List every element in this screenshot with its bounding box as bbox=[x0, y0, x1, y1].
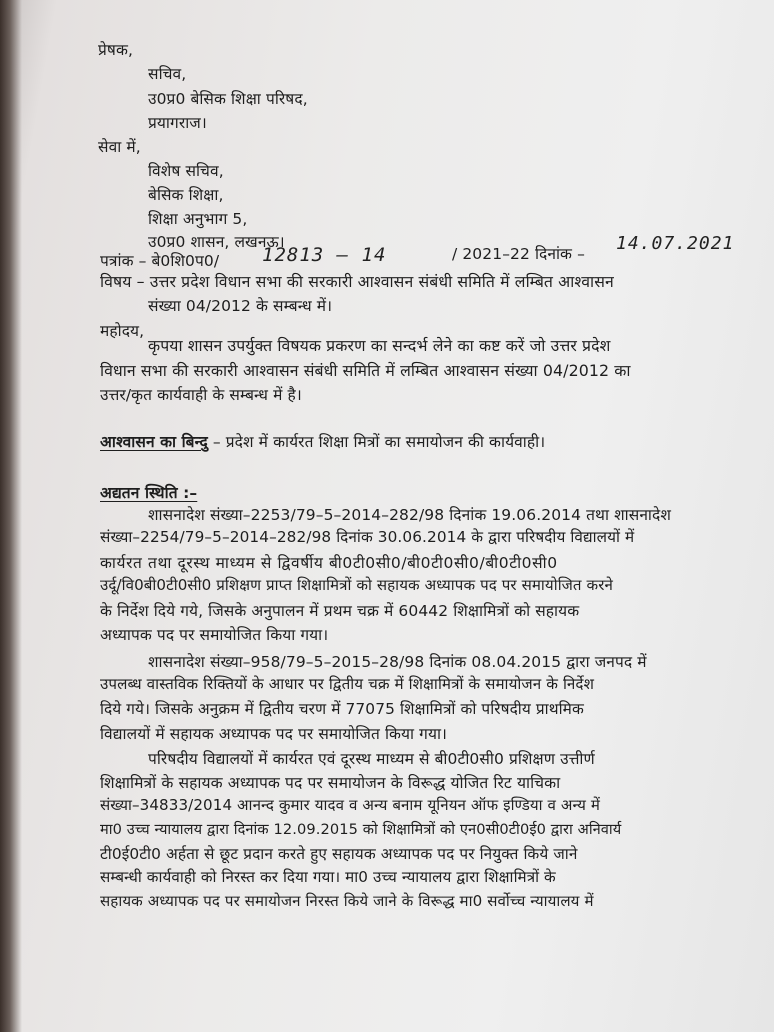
subject-line-2: संख्या 04/2012 के सम्बन्ध में। bbox=[148, 297, 333, 315]
para1-line-3: कार्यरत तथा दूरस्थ माध्यम से द्विवर्षीय बी0टी0सी0/बी0टी0सी0/बी0टी0सी0 bbox=[100, 554, 558, 572]
sender-city: प्रयागराज। bbox=[148, 114, 207, 132]
intro-line-3: उत्तर/कृत कार्यवाही के सम्बन्ध में है। bbox=[100, 386, 302, 404]
para1-line-5: के निर्देश दिये गये, जिसके अनुपालन में प्रथम चक्र में 60442 शिक्षामित्रों को सहायक bbox=[100, 602, 580, 620]
assurance-point-text: – प्रदेश में कार्यरत शिक्षा मित्रों का समायोजन की कार्यवाही। bbox=[212, 433, 546, 451]
para2-line-4: विद्यालयों में सहायक अध्यापक पद पर समायोजित किया गया। bbox=[100, 725, 448, 743]
para3-line-5: टी0ई0टी0 अर्हता से छूट प्रदान करते हुए सहायक अध्यापक पद पर नियुक्त किये जाने bbox=[100, 845, 578, 863]
para3-line-2: शिक्षामित्रों के सहायक अध्यापक पद पर समायोजन के विरूद्ध योजित रिट याचिका bbox=[100, 774, 561, 792]
para2-line-2: उपलब्ध वास्तविक रिक्तियों के आधार पर द्वितीय चक्र में शिक्षामित्रों के समायोजन के निर्देश bbox=[100, 675, 595, 693]
recipient-designation: विशेष सचिव, bbox=[148, 162, 224, 180]
intro-line-1: कृपया शासन उपर्युक्त विषयक प्रकरण का सन्दर्भ लेने का कष्ट करें जो उत्तर प्रदेश bbox=[148, 336, 611, 355]
para2-line-1: शासनादेश संख्या–958/79–5–2015–28/98 दिनांक 08.04.2015 द्वारा जनपद में bbox=[148, 653, 647, 671]
recipient-label: सेवा में, bbox=[98, 138, 141, 156]
page-edge-shadow bbox=[0, 0, 22, 1032]
sender-label: प्रेषक, bbox=[98, 41, 134, 59]
assurance-point-label: आश्वासन का बिन्दु bbox=[100, 433, 208, 451]
reference-prefix: पत्रांक – बे0शि0प0/ bbox=[100, 252, 220, 270]
para1-line-1: शासनादेश संख्या–2253/79–5–2014–282/98 दिनांक 19.06.2014 तथा शासनादेश bbox=[148, 506, 672, 524]
para1-line-2: संख्या–2254/79–5–2014–282/98 दिनांक 30.06.2014 के द्वारा परिषदीय विद्यालयों में bbox=[100, 528, 635, 546]
para1-line-4: उर्दू/वि0बी0टी0सी0 प्रशिक्षण प्राप्त शिक्षामित्रों को सहायक अध्यापक पद पर समायोजित करने bbox=[100, 576, 613, 594]
reference-number: 12813 – 14 bbox=[262, 244, 387, 266]
para1-line-6: अध्यापक पद पर समायोजित किया गया। bbox=[100, 626, 329, 644]
sender-designation: सचिव, bbox=[148, 65, 187, 83]
recipient-office: उ0प्र0 शासन, लखनऊ। bbox=[148, 233, 285, 251]
para3-line-7: सहायक अध्यापक पद पर समायोजन निरस्त किये जाने के विरूद्ध मा0 सर्वोच्च न्यायालय में bbox=[100, 892, 594, 910]
para2-line-3: दिये गये। जिसके अनुक्रम में द्वितीय चरण में 77075 शिक्षामित्रों को परिषदीय प्राथमिक bbox=[100, 700, 584, 718]
sender-office: उ0प्र0 बेसिक शिक्षा परिषद, bbox=[148, 90, 308, 108]
salutation: महोदय, bbox=[100, 322, 145, 340]
intro-line-2: विधान सभा की सरकारी आश्वासन संबंधी समिति में लम्बित आश्वासन संख्या 04/2012 का bbox=[100, 361, 631, 380]
recipient-dept: बेसिक शिक्षा, bbox=[148, 186, 224, 204]
subject-line-1: विषय – उत्तर प्रदेश विधान सभा की सरकारी आश्वासन संबंधी समिति में लम्बित आश्वासन bbox=[100, 272, 614, 291]
para3-line-3: संख्या–34833/2014 आनन्द कुमार यादव व अन्य बनाम यूनियन ऑफ इण्डिया व अन्य में bbox=[100, 796, 600, 814]
recipient-section: शिक्षा अनुभाग 5, bbox=[148, 210, 248, 228]
reference-year-date-label: / 2021–22 दिनांक – bbox=[452, 245, 585, 263]
assurance-point bbox=[100, 430, 545, 452]
para3-line-1: परिषदीय विद्यालयों में कार्यरत एवं दूरस्थ माध्यम से बी0टी0सी0 प्रशिक्षण उत्तीर्ण bbox=[148, 750, 595, 768]
reference-date: 14.07.2021 bbox=[616, 233, 735, 254]
para3-line-4: मा0 उच्च न्यायालय द्वारा दिनांक 12.09.2015 को शिक्षामित्रों को एन0सी0टी0ई0 द्वारा अनिवार्य bbox=[100, 821, 622, 838]
para3-line-6: सम्बन्धी कार्यवाही को निरस्त कर दिया गया। मा0 उच्च न्यायालय द्वारा शिक्षामित्रों के bbox=[100, 868, 556, 886]
status-heading: अद्यतन स्थिति :– bbox=[100, 484, 198, 502]
